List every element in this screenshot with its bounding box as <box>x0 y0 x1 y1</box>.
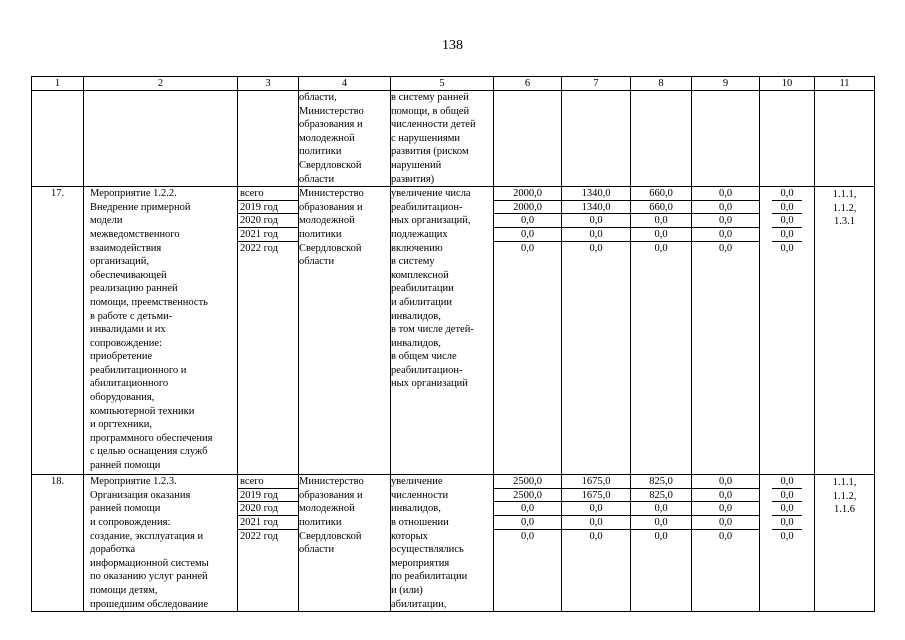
funding-value: 1340,0 <box>562 187 630 201</box>
column-number: 9 <box>692 77 760 91</box>
target-links-text: 1.1.1, 1.1.2, 1.1.6 <box>832 477 857 516</box>
funding-value: 0,0 <box>718 242 733 254</box>
funding-value: 660,0 <box>631 187 691 201</box>
target-text: увеличение численности инвалидов, в отношении которых осуществлялись мероприятия по реабилитации и (или) абилитации, <box>391 476 468 610</box>
years-cell <box>238 475 299 612</box>
funding-value: 0,0 <box>772 502 802 516</box>
funding-value: 0,0 <box>772 187 802 201</box>
empty-cell <box>692 91 760 187</box>
column-number: 7 <box>562 77 631 91</box>
target-cell <box>391 91 494 187</box>
funding-value: 0,0 <box>589 242 603 254</box>
funding-value: 0,0 <box>692 489 759 503</box>
funding-cell-9 <box>692 475 760 612</box>
year-label: 2019 год <box>238 201 298 215</box>
year-label: 2021 год <box>238 516 298 530</box>
activity-text: Мероприятие 1.2.2. Внедрение примерной модели межведомственного взаимодействия организаций, обеспечивающей реализацию ранней помощи, преемственность в работе с детьми- инвалидами и их сопровождение: приобретение реабилитационного и абилитационного оборудования, компьютерной техники и оргтехники, программного обеспечения с целью оснащения служб ранней помощи <box>90 188 213 472</box>
column-number: 10 <box>760 77 815 91</box>
year-label: 2021 год <box>238 228 298 242</box>
row-number: 18. <box>32 475 84 612</box>
empty-cell <box>631 91 692 187</box>
funding-value: 2000,0 <box>494 201 561 215</box>
executor-text: Министерство образования и молодежной политики Свердловской области <box>299 476 364 556</box>
year-label: 2020 год <box>238 214 298 228</box>
funding-value: 0,0 <box>631 502 691 516</box>
funding-cell-9 <box>692 187 760 475</box>
year-label: 2020 год <box>238 502 298 516</box>
target-text: в систему ранней помощи, в общей численности детей с нарушениями развития (риском нарушений развития) <box>391 92 476 185</box>
funding-value: 0,0 <box>562 214 630 228</box>
funding-value: 0,0 <box>562 516 630 530</box>
funding-value: 0,0 <box>562 502 630 516</box>
funding-value: 0,0 <box>520 242 535 254</box>
column-number: 8 <box>631 77 692 91</box>
column-number-row <box>32 77 875 91</box>
funding-value: 0,0 <box>631 516 691 530</box>
column-number: 3 <box>238 77 299 91</box>
column-number: 11 <box>815 77 875 91</box>
funding-value: 0,0 <box>692 187 759 201</box>
funding-value: 0,0 <box>772 214 802 228</box>
funding-value: 2500,0 <box>494 489 561 503</box>
funding-value: 0,0 <box>772 489 802 503</box>
column-number: 6 <box>494 77 562 91</box>
funding-value: 2000,0 <box>494 187 561 201</box>
target-links-text: 1.1.1, 1.1.2, 1.3.1 <box>832 189 857 228</box>
empty-cell <box>760 91 815 187</box>
funding-value: 0,0 <box>494 214 561 228</box>
column-number: 4 <box>299 77 391 91</box>
table-row-18 <box>32 475 875 612</box>
funding-value: 0,0 <box>562 228 630 242</box>
funding-value: 0,0 <box>692 228 759 242</box>
target-links-cell <box>815 475 875 612</box>
funding-value: 0,0 <box>520 530 535 542</box>
funding-value: 0,0 <box>654 530 668 542</box>
funding-value: 1340,0 <box>562 201 630 215</box>
years-cell <box>238 187 299 475</box>
funding-value: 0,0 <box>494 502 561 516</box>
funding-value: 0,0 <box>494 228 561 242</box>
funding-value: 2500,0 <box>494 475 561 489</box>
executor-text: области, Министерство образования и молодежной политики Свердловской области <box>299 92 364 185</box>
funding-cell-7 <box>562 475 631 612</box>
funding-value: 0,0 <box>654 242 668 254</box>
empty-cell <box>238 91 299 187</box>
funding-value: 1675,0 <box>562 475 630 489</box>
empty-cell <box>84 91 238 187</box>
empty-cell <box>32 91 84 187</box>
empty-cell <box>562 91 631 187</box>
executor-cell <box>299 187 391 475</box>
funding-value: 0,0 <box>692 214 759 228</box>
funding-value: 0,0 <box>772 516 802 530</box>
funding-cell-8 <box>631 475 692 612</box>
funding-total-cell <box>494 475 562 612</box>
page-number: 138 <box>442 38 463 53</box>
executor-cell <box>299 475 391 612</box>
column-number: 1 <box>32 77 84 91</box>
program-table <box>31 76 875 612</box>
funding-value: 0,0 <box>780 530 794 542</box>
funding-value: 0,0 <box>692 502 759 516</box>
funding-value: 825,0 <box>631 475 691 489</box>
funding-cell-10 <box>760 475 815 612</box>
funding-value: 0,0 <box>631 228 691 242</box>
executor-cell <box>299 91 391 187</box>
funding-cell-8 <box>631 187 692 475</box>
year-label: 2022 год <box>240 530 278 542</box>
funding-value: 1675,0 <box>562 489 630 503</box>
funding-value: 0,0 <box>780 242 794 254</box>
funding-value: 0,0 <box>772 201 802 215</box>
empty-cell <box>815 91 875 187</box>
funding-value: 0,0 <box>692 201 759 215</box>
funding-value: 0,0 <box>494 516 561 530</box>
funding-value: 0,0 <box>589 530 603 542</box>
funding-value: 0,0 <box>692 475 759 489</box>
target-text: увеличение числа реабилитацион- ных организаций, подлежащих включению в систему комплексной реабилитации и абилитации инвалидов, в том числе детей- инвалидов, в общем числе реабилитацион- ных организаций <box>391 188 474 390</box>
column-number: 5 <box>391 77 494 91</box>
table-row-continuation <box>32 91 875 187</box>
row-number: 17. <box>32 187 84 475</box>
activity-text: Мероприятие 1.2.3. Организация оказания ранней помощи и сопровождения: создание, эксплуатация и доработка информационной системы по оказанию услуг ранней помощи детям, прошедшим обследование <box>90 476 209 610</box>
activity-cell <box>84 187 238 475</box>
funding-value: 0,0 <box>692 516 759 530</box>
executor-text: Министерство образования и молодежной политики Свердловской области <box>299 188 364 268</box>
target-links-cell <box>815 187 875 475</box>
year-label: всего <box>238 475 298 489</box>
funding-cell-10 <box>760 187 815 475</box>
funding-value: 0,0 <box>772 228 802 242</box>
activity-cell <box>84 475 238 612</box>
year-label: всего <box>238 187 298 201</box>
target-cell <box>391 475 494 612</box>
empty-cell <box>494 91 562 187</box>
funding-value: 660,0 <box>631 201 691 215</box>
funding-value: 0,0 <box>772 475 802 489</box>
target-cell <box>391 187 494 475</box>
funding-total-cell <box>494 187 562 475</box>
funding-value: 825,0 <box>631 489 691 503</box>
funding-value: 0,0 <box>718 530 733 542</box>
column-number: 2 <box>84 77 238 91</box>
table-row-17 <box>32 187 875 475</box>
funding-cell-7 <box>562 187 631 475</box>
funding-value: 0,0 <box>631 214 691 228</box>
year-label: 2022 год <box>240 242 278 254</box>
year-label: 2019 год <box>238 489 298 503</box>
